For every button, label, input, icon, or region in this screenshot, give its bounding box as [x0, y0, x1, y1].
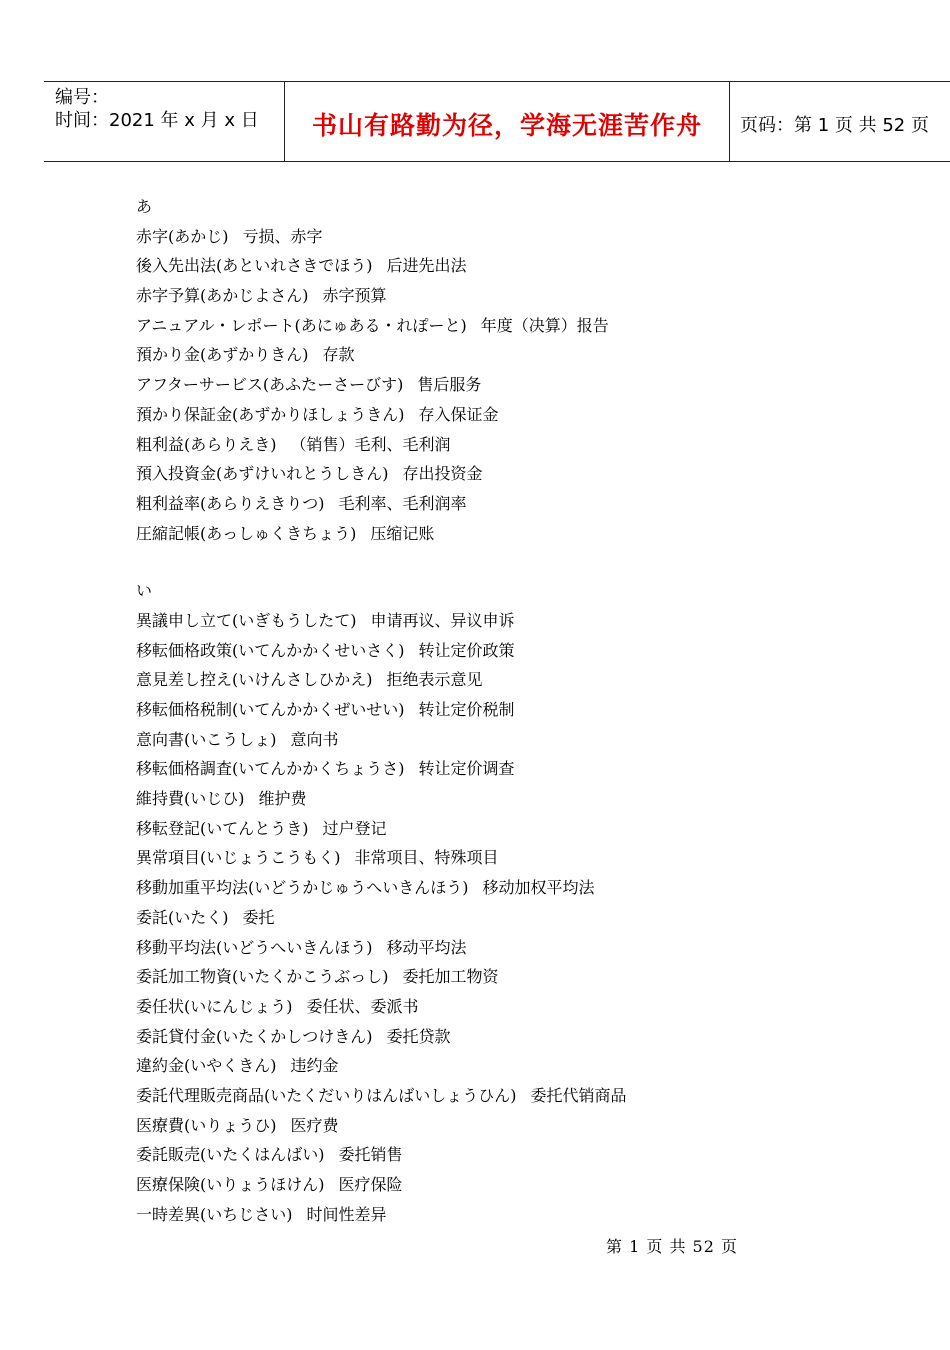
glossary-entry — [136, 1111, 627, 1141]
term-chinese: 委托代销商品 — [530, 1085, 627, 1105]
term-chinese: 非常项目、特殊项目 — [354, 848, 499, 868]
term-chinese: 移动平均法 — [386, 937, 467, 957]
term-japanese: 後入先出法(あといれさきでほう) — [136, 256, 373, 276]
term-japanese: 一時差異(いちじさい) — [136, 1204, 293, 1224]
term-chinese: 赤字预算 — [322, 286, 387, 306]
term-japanese: アニュアル・レポート(あにゅある・れぽーと) — [136, 315, 467, 335]
term-chinese: 拒绝表示意见 — [386, 670, 483, 690]
term-japanese: 移転価格政策(いてんかかくせいさく) — [136, 640, 405, 660]
term-japanese: 圧縮記帳(あっしゅくきちょう) — [136, 523, 357, 543]
term-chinese: 存入保证金 — [418, 404, 499, 424]
term-japanese: 医療保険(いりょうほけん) — [136, 1175, 325, 1194]
page-footer: 第 1 页 共 52 页 — [606, 1237, 738, 1256]
term-japanese: 粗利益率(あらりえきりつ) — [136, 493, 325, 513]
term-chinese: 违约金 — [290, 1056, 339, 1076]
term-chinese: （销售）毛利、毛利润 — [290, 434, 451, 454]
glossary-entry — [136, 519, 627, 549]
section-heading-a: あ — [136, 197, 153, 216]
glossary-entry — [136, 370, 627, 400]
term-chinese: 委托加工物资 — [402, 967, 499, 987]
term-japanese: 委託貸付金(いたくかしつけきん) — [136, 1026, 373, 1046]
term-chinese: 后进先出法 — [386, 256, 467, 276]
term-japanese: 預かり金(あずかりきん) — [136, 345, 309, 365]
term-japanese: 移動加重平均法(いどうかじゅうへいきんほう) — [136, 878, 469, 898]
glossary-entry — [136, 962, 627, 992]
term-chinese: 转让定价税制 — [418, 700, 515, 719]
glossary-entry — [136, 636, 627, 666]
header-bottom-rule — [44, 161, 950, 162]
glossary-entry — [136, 992, 627, 1022]
glossary-body — [136, 192, 627, 1229]
term-japanese: 預かり保証金(あずかりほしょうきん) — [136, 404, 405, 424]
term-japanese: 意見差し控え(いけんさしひかえ) — [136, 670, 373, 690]
term-chinese: 售后服务 — [417, 375, 482, 395]
term-japanese: 委任状(いにんじょう) — [136, 996, 293, 1016]
term-japanese: 維持費(いじひ) — [136, 789, 245, 809]
term-chinese: 毛利率、毛利润率 — [338, 493, 467, 513]
section-heading-i: い — [136, 581, 153, 601]
glossary-entry — [136, 1140, 627, 1170]
term-chinese: 过户登记 — [322, 818, 387, 838]
header-top-rule — [44, 81, 950, 82]
term-japanese: 委託販売(いたくはんばい) — [136, 1145, 325, 1165]
term-japanese: 移転価格調査(いてんかかくちょうさ) — [136, 759, 405, 779]
term-chinese: 意向书 — [290, 729, 339, 749]
term-chinese: 年度（决算）报告 — [480, 315, 609, 335]
term-japanese: 委託(いたく) — [136, 907, 229, 927]
term-chinese: 存款 — [322, 345, 355, 365]
glossary-entry — [136, 489, 627, 519]
glossary-entry — [136, 873, 627, 903]
glossary-entry — [136, 340, 627, 370]
time-label: 时间：2021 年 x 月 x 日 — [55, 110, 259, 131]
term-chinese: 医疗费 — [290, 1115, 339, 1135]
glossary-entry — [136, 1022, 627, 1052]
glossary-entry — [136, 754, 627, 784]
term-chinese: 委托贷款 — [386, 1026, 451, 1046]
glossary-entry — [136, 281, 627, 311]
glossary-entry — [136, 1081, 627, 1111]
glossary-entry — [136, 784, 627, 814]
glossary-entry — [136, 606, 627, 636]
term-chinese: 申请再议、异议申诉 — [370, 610, 515, 630]
glossary-entry — [136, 1051, 627, 1081]
term-japanese: 違約金(いやくきん) — [136, 1056, 277, 1076]
term-chinese: 移动加权平均法 — [482, 878, 595, 898]
section-spacer — [136, 548, 627, 576]
glossary-entry — [136, 933, 627, 963]
term-chinese: 委托销售 — [338, 1145, 403, 1165]
glossary-entry — [136, 843, 627, 873]
glossary-entry — [136, 665, 627, 695]
term-chinese: 转让定价政策 — [418, 640, 515, 660]
term-japanese: アフターサービス(あふたーさーびす) — [136, 375, 404, 395]
glossary-entry — [136, 695, 627, 725]
term-japanese: 医療費(いりょうひ) — [136, 1115, 277, 1135]
term-chinese: 医疗保险 — [338, 1175, 403, 1194]
term-japanese: 異常項目(いじょうこうもく) — [136, 848, 341, 868]
glossary-entry — [136, 222, 627, 252]
glossary-entry — [136, 400, 627, 430]
glossary-entry — [136, 430, 627, 460]
number-label: 编号： — [55, 87, 109, 108]
glossary-entry — [136, 459, 627, 489]
term-japanese: 異議申し立て(いぎもうしたて) — [136, 610, 357, 630]
term-japanese: 赤字(あかじ) — [136, 226, 229, 246]
term-japanese: 委託代理販売商品(いたくだいりはんばいしょうひん) — [136, 1085, 517, 1105]
term-chinese: 压缩记账 — [370, 523, 435, 543]
term-chinese: 委托 — [242, 907, 275, 927]
term-chinese: 时间性差异 — [306, 1204, 387, 1224]
term-japanese: 移動平均法(いどうへいきんほう) — [136, 937, 373, 957]
header-page-info: 页码：第 1 页 共 52 页 — [740, 115, 929, 136]
glossary-entry — [136, 251, 627, 281]
glossary-entry — [136, 814, 627, 844]
header-divider-right — [729, 81, 730, 161]
term-japanese: 預入投資金(あずけいれとうしきん) — [136, 464, 389, 484]
term-japanese: 移転価格税制(いてんかかくぜいせい) — [136, 700, 405, 719]
term-japanese: 赤字予算(あかじよさん) — [136, 286, 309, 306]
glossary-entry — [136, 725, 627, 755]
term-japanese: 粗利益(あらりえき) — [136, 434, 277, 454]
term-japanese: 意向書(いこうしょ) — [136, 729, 277, 749]
glossary-entry — [136, 1200, 627, 1230]
glossary-entry — [136, 903, 627, 933]
glossary-entry — [136, 1170, 627, 1200]
glossary-entry — [136, 311, 627, 341]
term-japanese: 移転登記(いてんとうき) — [136, 818, 309, 838]
term-japanese: 委託加工物資(いたくかこうぶっし) — [136, 967, 389, 987]
term-chinese: 委任状、委派书 — [306, 996, 419, 1016]
term-chinese: 亏损、赤字 — [242, 226, 323, 246]
term-chinese: 存出投资金 — [402, 464, 483, 484]
term-chinese: 转让定价调查 — [418, 759, 515, 779]
header-meta — [55, 86, 259, 132]
term-chinese: 维护费 — [258, 789, 307, 809]
header-motto: 书山有路勤为径，学海无涯苦作舟 — [311, 111, 702, 140]
